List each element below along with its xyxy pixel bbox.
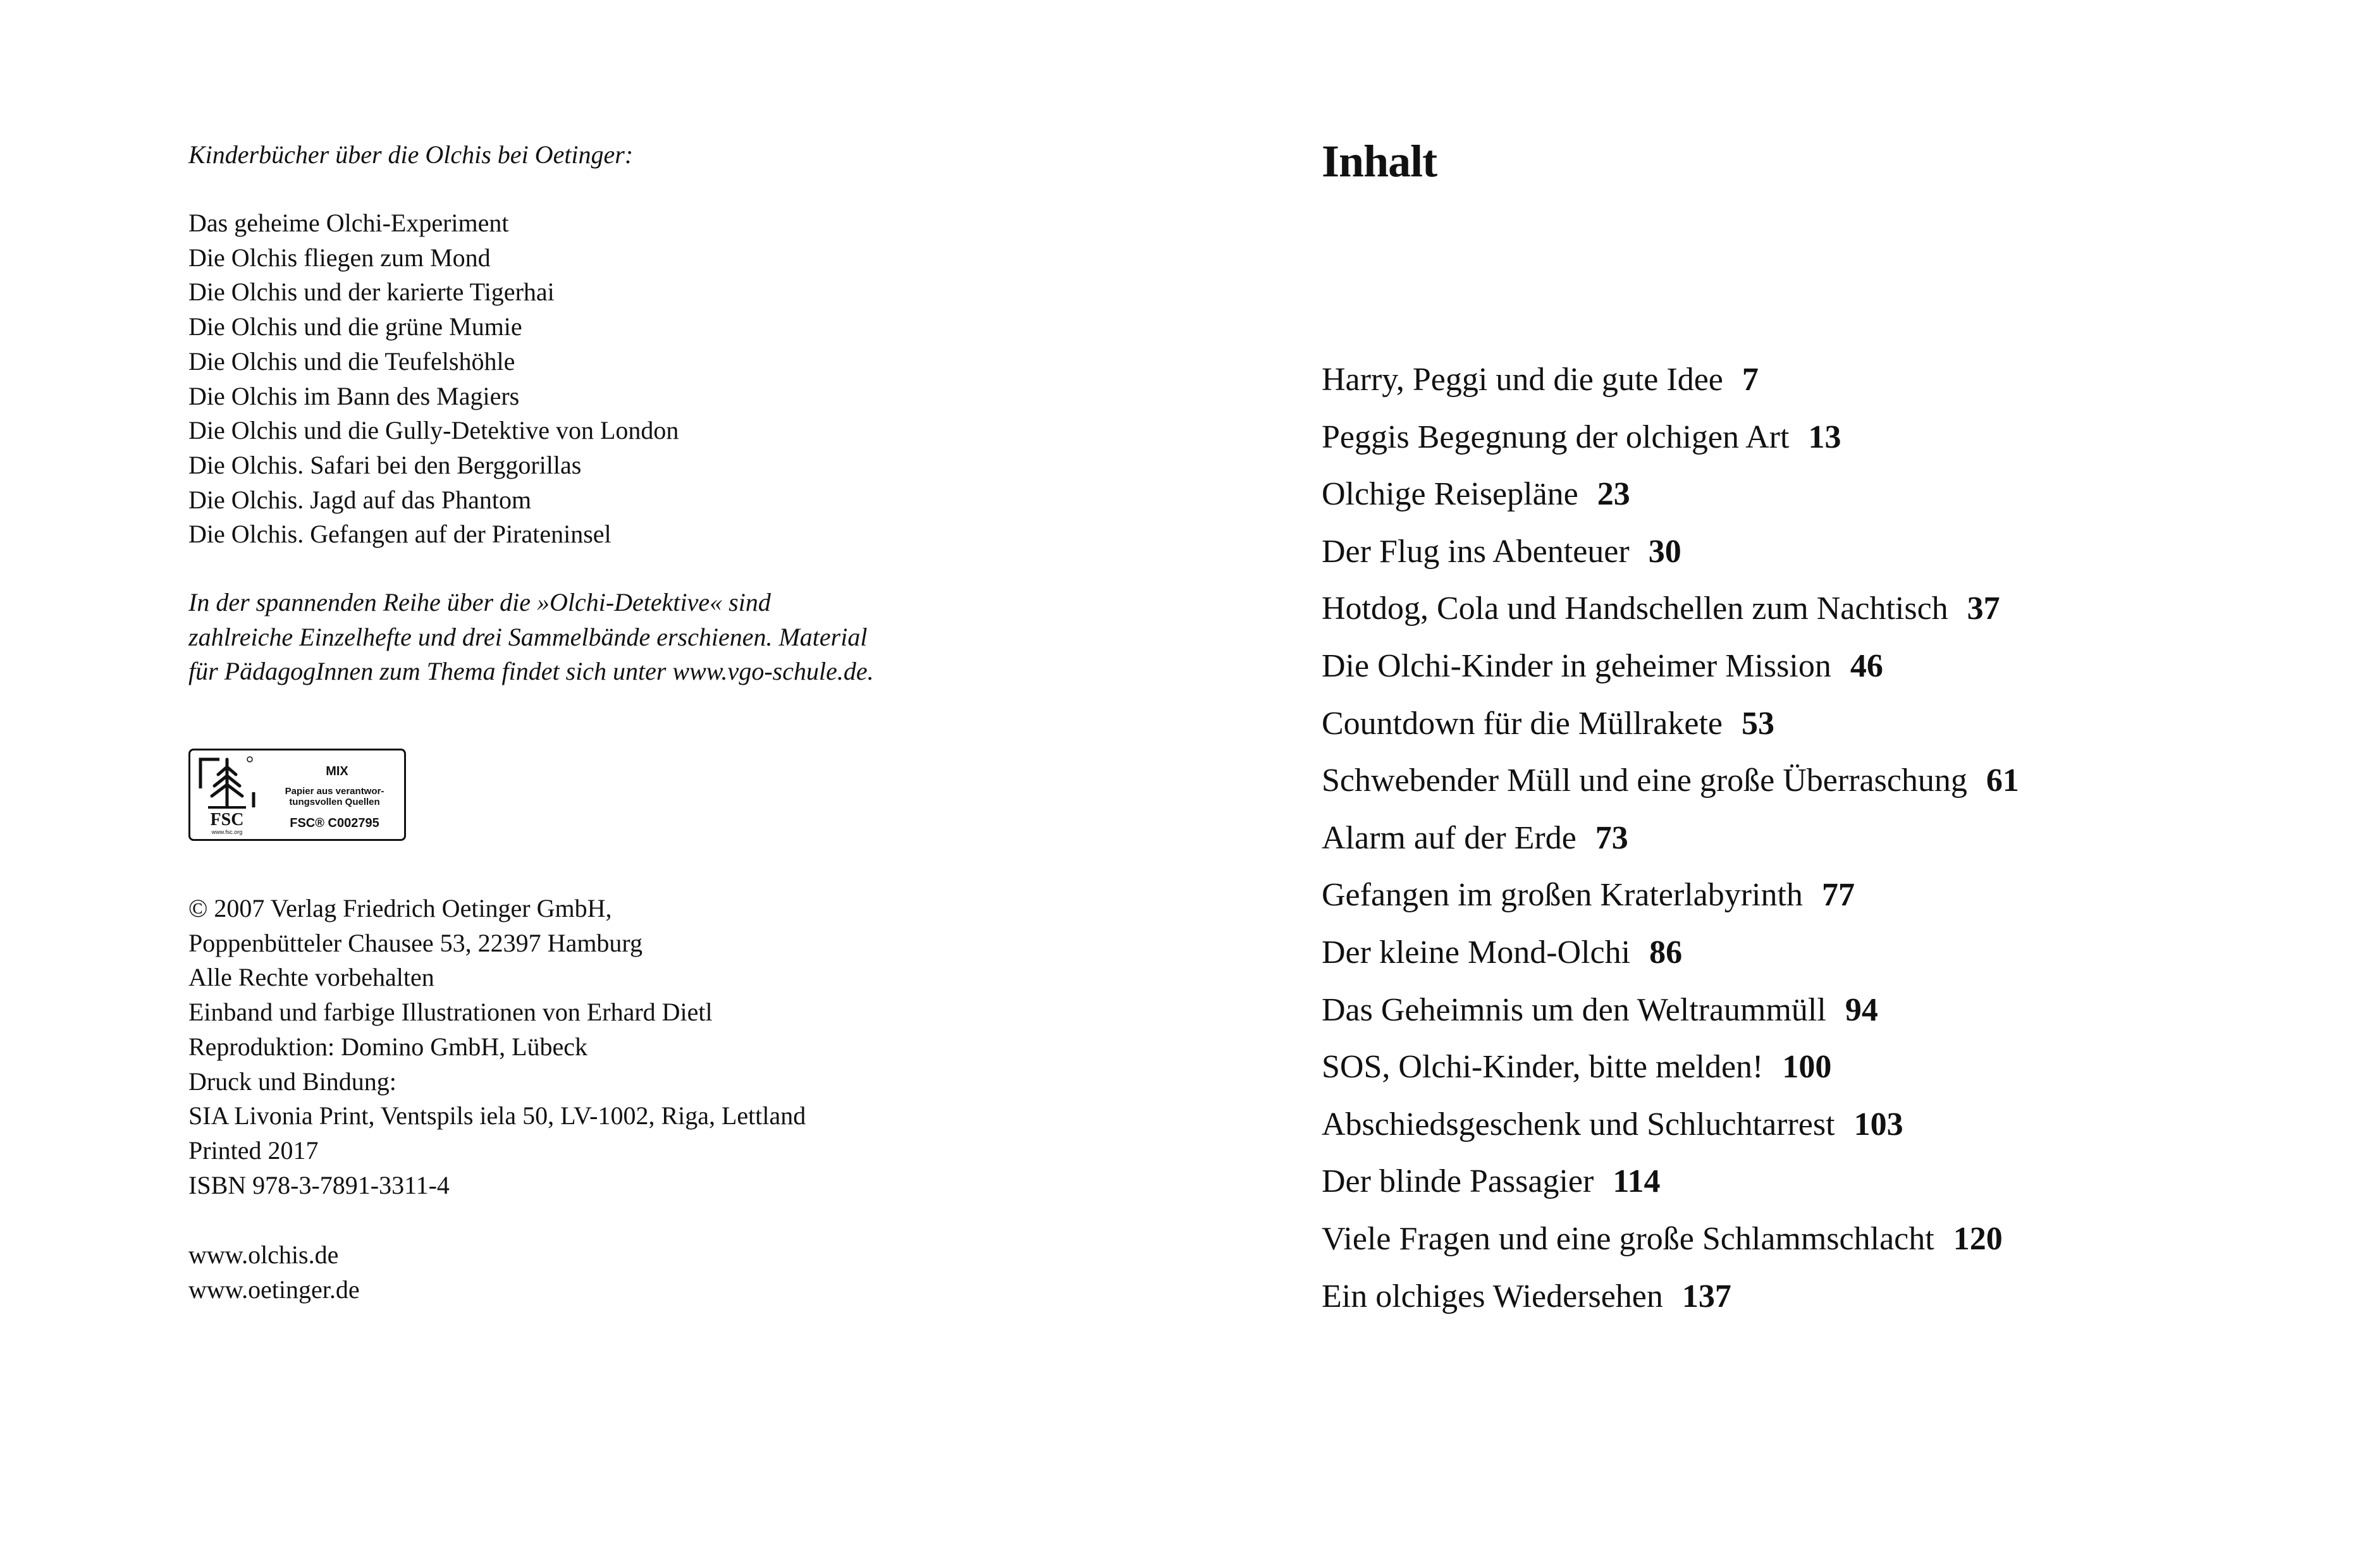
toc-chapter-title: Alarm auf der Erde — [1322, 819, 1576, 856]
book-title: Die Olchis. Safari bei den Berggorillas — [188, 450, 582, 479]
toc-page-number: 86 — [1649, 934, 1683, 971]
toc-page-number: 77 — [1821, 877, 1855, 914]
website-link[interactable]: www.olchis.de — [188, 1240, 339, 1269]
toc-entry[interactable] — [1322, 1039, 2019, 1096]
toc-entry[interactable] — [1322, 810, 2019, 867]
imprint — [188, 891, 806, 1203]
book-title: Das geheime Olchi-Experiment — [188, 209, 509, 237]
toc-entry[interactable] — [1322, 466, 2019, 524]
toc-entry[interactable] — [1322, 982, 2019, 1039]
series-note — [188, 585, 874, 689]
toc-page-number: 37 — [1967, 591, 2000, 627]
website-list — [188, 1238, 360, 1307]
toc-chapter-title: Peggis Begegnung der olchigen Art — [1322, 419, 1790, 455]
book-title: Die Olchis und die grüne Mumie — [188, 312, 522, 341]
website-link[interactable]: www.oetinger.de — [188, 1275, 360, 1304]
toc-entry[interactable] — [1322, 752, 2019, 810]
toc-entry[interactable] — [1322, 409, 2019, 467]
imprint-line: ISBN 978-3-7891-3311-4 — [188, 1170, 450, 1199]
book-title: Die Olchis im Bann des Magiers — [188, 381, 520, 410]
toc-chapter-title: Ein olchiges Wiedersehen — [1322, 1278, 1663, 1314]
toc-chapter-title: Hotdog, Cola und Handschellen zum Nachtisch — [1322, 591, 1948, 627]
toc-page-number: 46 — [1850, 647, 1883, 684]
imprint-line: SIA Livonia Print, Ventspils iela 50, LV-1002, Riga, Lettland — [188, 1101, 806, 1130]
toc-entry[interactable] — [1322, 1153, 2019, 1211]
toc-chapter-title: Olchige Reisepläne — [1322, 476, 1578, 513]
toc-chapter-title: Schwebender Müll und eine große Überraschung — [1322, 763, 1967, 799]
book-title: Die Olchis und der karierte Tigerhai — [188, 278, 555, 307]
toc-page-number: 103 — [1853, 1106, 1903, 1142]
page-title: Inhalt — [1322, 136, 1437, 187]
toc-chapter-title: Countdown für die Müllrakete — [1322, 705, 1723, 742]
toc-page-number: 61 — [1986, 763, 2019, 799]
imprint-line: Druck und Bindung: — [188, 1067, 396, 1096]
toc-page-number: 73 — [1595, 819, 1628, 856]
imprint-line: Einband und farbige Illustrationen von Erhard Dietl — [188, 998, 713, 1027]
imprint-line: © 2007 Verlag Friedrich Oetinger GmbH, — [188, 894, 612, 922]
toc-entry[interactable] — [1322, 352, 2019, 409]
toc-chapter-title: Das Geheimnis um den Weltraummüll — [1322, 991, 1826, 1028]
toc-chapter-title: Abschiedsgeschenk und Schluchtarrest — [1322, 1106, 1835, 1142]
fsc-tree-logo-icon — [195, 754, 259, 836]
fsc-claim — [271, 786, 398, 807]
toc-page-number: 53 — [1741, 705, 1774, 742]
toc-chapter-title: SOS, Olchi-Kinder, bitte melden! — [1322, 1049, 1764, 1086]
toc-entry[interactable] — [1322, 924, 2019, 982]
series-note-line: für PädagogInnen zum Thema findet sich unter www.vgo-schule.de. — [188, 657, 874, 686]
series-note-line: zahlreiche Einzelhefte und drei Sammelbände erschienen. Material — [188, 622, 868, 651]
toc-chapter-title: Der blinde Passagier — [1322, 1163, 1594, 1200]
toc-page-number: 30 — [1648, 533, 1681, 570]
toc-chapter-title: Der kleine Mond-Olchi — [1322, 934, 1631, 971]
imprint-line: Alle Rechte vorbehalten — [188, 963, 434, 992]
table-of-contents — [1322, 352, 2019, 1325]
toc-entry[interactable] — [1322, 638, 2019, 695]
toc-page-number: 137 — [1681, 1278, 1731, 1314]
series-note-line: In der spannenden Reihe über die »Olchi-Detektive« sind — [188, 588, 771, 616]
fsc-claim-line: Papier aus verantwor- — [285, 786, 384, 797]
imprint-line: Printed 2017 — [188, 1136, 319, 1165]
toc-page-number: 94 — [1845, 991, 1878, 1028]
books-intro: Kinderbücher über die Olchis bei Oetinger: — [188, 140, 634, 169]
toc-entry[interactable] — [1322, 1268, 2019, 1326]
book-list — [188, 206, 679, 552]
fsc-logo-url: www.fsc.org — [211, 829, 243, 835]
toc-page-number: 7 — [1742, 362, 1759, 398]
toc-entry[interactable] — [1322, 1211, 2019, 1268]
toc-entry[interactable] — [1322, 695, 2019, 753]
toc-page-number: 23 — [1597, 476, 1630, 513]
book-title: Die Olchis und die Teufelshöhle — [188, 346, 515, 376]
toc-entry[interactable] — [1322, 867, 2019, 924]
fsc-code: FSC® C002795 — [290, 816, 379, 830]
toc-entry[interactable] — [1322, 580, 2019, 638]
toc-chapter-title: Die Olchi-Kinder in geheimer Mission — [1322, 647, 1831, 684]
toc-chapter-title: Harry, Peggi und die gute Idee — [1322, 362, 1723, 398]
fsc-label — [188, 749, 406, 841]
book-title: Die Olchis und die Gully-Detektive von London — [188, 416, 679, 445]
book-title: Die Olchis. Jagd auf das Phantom — [188, 485, 532, 514]
toc-chapter-title: Viele Fragen und eine große Schlammschlacht — [1322, 1220, 1934, 1257]
toc-chapter-title: Der Flug ins Abenteuer — [1322, 533, 1630, 570]
toc-chapter-title: Gefangen im großen Kraterlabyrinth — [1322, 877, 1803, 914]
fsc-claim-line: tungsvollen Quellen — [289, 797, 380, 807]
toc-page-number: 100 — [1782, 1049, 1832, 1086]
toc-page-number: 120 — [1953, 1220, 2003, 1257]
fsc-mix: MIX — [326, 764, 348, 778]
imprint-line: Reproduktion: Domino GmbH, Lübeck — [188, 1032, 588, 1061]
book-title: Die Olchis fliegen zum Mond — [188, 243, 491, 272]
book-title: Die Olchis. Gefangen auf der Pirateninsel — [188, 520, 612, 549]
toc-entry[interactable] — [1322, 524, 2019, 581]
fsc-logo-text: FSC — [210, 810, 244, 830]
toc-page-number: 13 — [1808, 419, 1841, 455]
toc-entry[interactable] — [1322, 1096, 2019, 1154]
imprint-line: Poppenbütteler Chausee 53, 22397 Hamburg — [188, 928, 643, 957]
toc-page-number: 114 — [1613, 1163, 1661, 1200]
